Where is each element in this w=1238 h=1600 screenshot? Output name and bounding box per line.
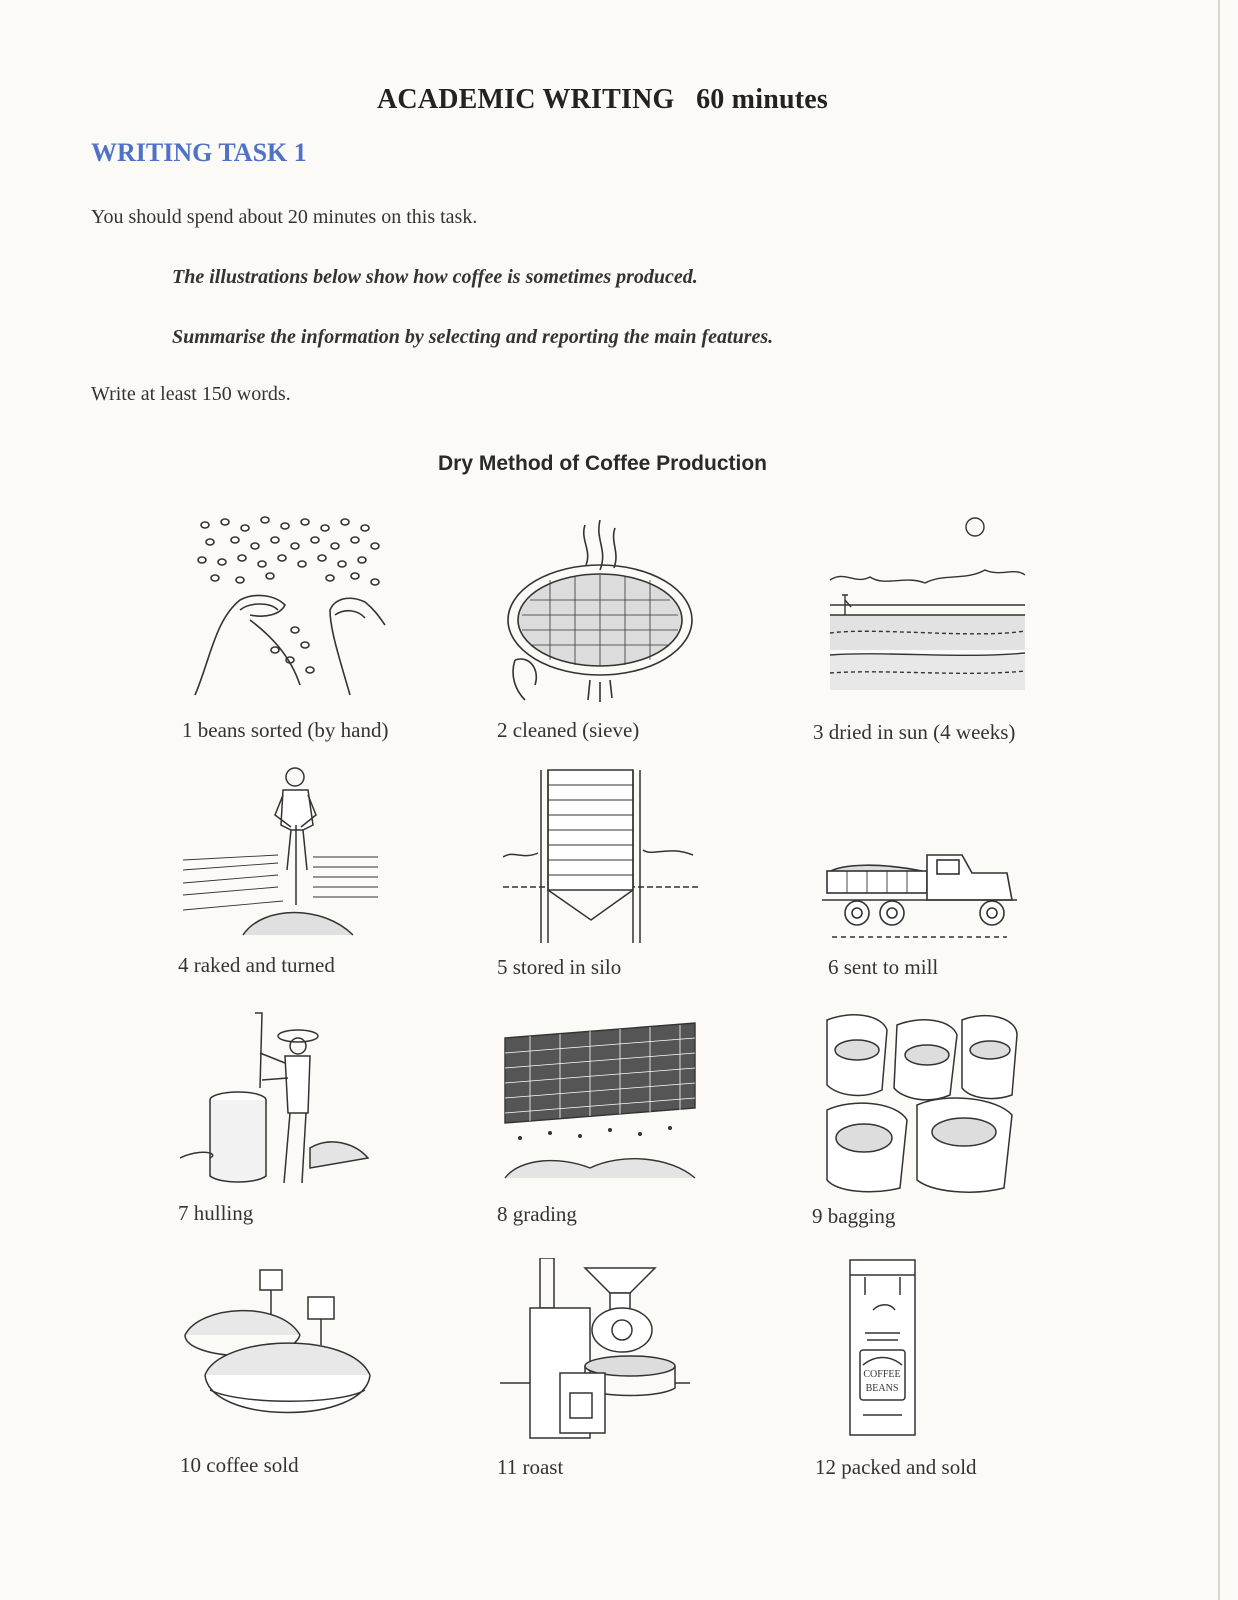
truck-icon	[822, 845, 1022, 945]
sieve-icon	[500, 520, 700, 705]
coffee-bag-icon	[845, 1255, 925, 1440]
exam-title: ACADEMIC WRITING 60 minutes	[377, 84, 828, 115]
page-edge	[1218, 0, 1220, 1600]
task-prompt-line-2: Summarise the information by selecting and reporting the main features.	[172, 326, 774, 348]
bag-label-line1: COFFEE	[863, 1369, 901, 1380]
worker-raking-icon	[183, 765, 383, 945]
sun-drying-field-icon	[825, 515, 1030, 695]
grading-screen-icon	[500, 1018, 700, 1188]
step-11-caption: 11 roast	[497, 1455, 564, 1479]
step-1-caption: 1 beans sorted (by hand)	[182, 718, 389, 742]
word-count-instruction: Write at least 150 words.	[91, 383, 291, 405]
step-9-caption: 9 bagging	[812, 1204, 896, 1228]
sacks-icon	[822, 1010, 1020, 1195]
step-8-caption: 8 grading	[497, 1202, 577, 1226]
bag-label-line2: BEANS	[865, 1383, 899, 1394]
step-6-caption: 6 sent to mill	[828, 955, 939, 979]
silo-icon	[503, 765, 698, 945]
hands-sorting-beans-icon	[180, 510, 395, 700]
step-5-caption: 5 stored in silo	[497, 955, 622, 979]
step-7-caption: 7 hulling	[178, 1201, 254, 1225]
task-prompt-line-1: The illustrations below show how coffee is sometimes produced.	[172, 266, 698, 288]
time-instruction: You should spend about 20 minutes on this task.	[91, 206, 478, 228]
step-4-caption: 4 raked and turned	[178, 953, 335, 977]
task-title: WRITING TASK 1	[91, 138, 307, 167]
step-2-caption: 2 cleaned (sieve)	[497, 718, 640, 742]
step-10-caption: 10 coffee sold	[180, 1453, 299, 1477]
coffee-baskets-icon	[180, 1265, 375, 1440]
step-3-caption: 3 dried in sun (4 weeks)	[813, 720, 1016, 744]
roaster-machine-icon	[500, 1258, 690, 1443]
worker-hulling-icon	[180, 1008, 370, 1188]
step-12-caption: 12 packed and sold	[815, 1455, 977, 1479]
figure-title: Dry Method of Coffee Production	[438, 452, 767, 475]
